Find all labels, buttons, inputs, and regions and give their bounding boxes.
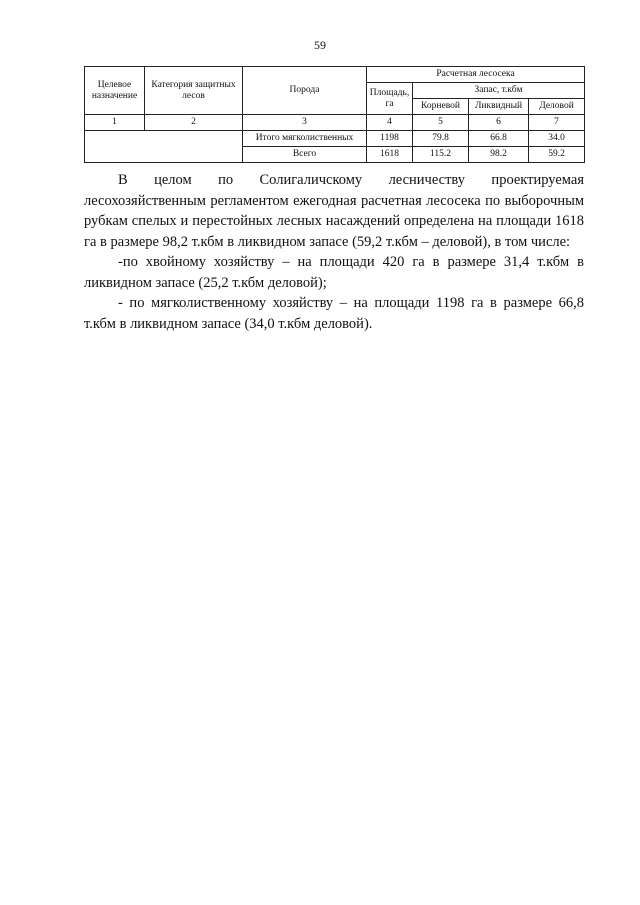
- header-breed: Порода: [243, 67, 367, 115]
- header-protection-category: Категория защитных лесов: [145, 67, 243, 115]
- column-number: 6: [469, 115, 529, 131]
- column-number: 1: [85, 115, 145, 131]
- row-area: 1618: [367, 147, 413, 163]
- paragraph: - по мягколиственному хозяйству – на площади 1198 га в размере 66,8 т.кбм в ликвидном запасе (34,0 т.кбм деловой).: [84, 295, 584, 332]
- row-stock-liquid: 66.8: [469, 131, 529, 147]
- header-area: Площадь, га: [367, 83, 413, 115]
- row-stock-business: 59.2: [529, 147, 585, 163]
- row-breed: Итого мягколиственных: [243, 131, 367, 147]
- paragraph: -по хвойному хозяйству – на площади 420 га в размере 31,4 т.кбм в ликвидном запасе (25,2 т.кбм деловой);: [84, 254, 584, 291]
- cutting-area-table: [84, 66, 585, 163]
- table-row: [85, 131, 585, 147]
- header-cutting-area: Расчетная лесосека: [367, 67, 585, 83]
- row-breed: Всего: [243, 147, 367, 163]
- header-stock: Запас, т.кбм: [413, 83, 585, 99]
- header-purpose: Целевое назначение: [85, 67, 145, 115]
- column-number: 2: [145, 115, 243, 131]
- column-number-row: [85, 115, 585, 131]
- column-number: 3: [243, 115, 367, 131]
- paragraph: В целом по Солигаличскому лесничеству проектируемая лесохозяйственным регламентом ежегодная расчетная лесосека по выборочным рубкам спелых и перестойных лесных насаждений определена на площади 1618 га в размере 98,2 т.кбм в ликвидном запасе (59,2 т.кбм – деловой), в том числе:: [84, 172, 584, 250]
- row-stock-root: 115.2: [413, 147, 469, 163]
- column-number: 7: [529, 115, 585, 131]
- column-number: 5: [413, 115, 469, 131]
- row-stock-root: 79.8: [413, 131, 469, 147]
- body-text: [84, 170, 584, 334]
- row-area: 1198: [367, 131, 413, 147]
- empty-merged-cell: [85, 131, 243, 163]
- row-stock-liquid: 98.2: [469, 147, 529, 163]
- page-number: 59: [314, 38, 326, 52]
- row-stock-business: 34.0: [529, 131, 585, 147]
- header-stock-business: Деловой: [529, 99, 585, 115]
- header-stock-liquid: Ликвидный: [469, 99, 529, 115]
- header-stock-root: Корневой: [413, 99, 469, 115]
- column-number: 4: [367, 115, 413, 131]
